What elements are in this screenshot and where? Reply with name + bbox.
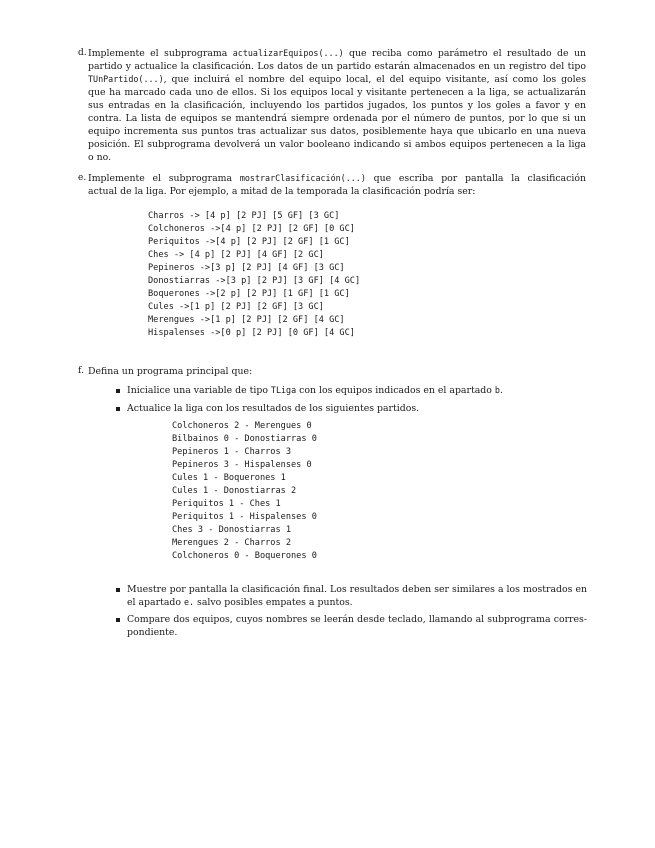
- match-line: Pepineros 1 - Charros 3: [172, 447, 291, 457]
- item-e-line: actual de la liga. Por ejemplo, a mitad de la temporada la clasificación podría ser:: [88, 186, 476, 197]
- code-mostrar-clasificacion: mostrarClasificación(...): [239, 173, 366, 183]
- bullet-marker: [116, 389, 120, 393]
- bullet-update: Actualice la liga con los resultados de los siguientes partidos.: [127, 403, 420, 414]
- bullet-show-final: Muestre por pantalla la clasificación final. Los resultados deben ser similares a los mostrados en: [127, 584, 587, 595]
- code-actualizar-equipos: actualizarEquipos(...): [232, 48, 344, 58]
- bullet-show-final: el apartado e. salvo posibles empates a puntos.: [127, 597, 353, 608]
- item-d-line: contra. La lista de equipos se mantendrá siempre ordenada por el número de puntos, por lo que si un: [88, 113, 586, 124]
- item-d-line: o no.: [88, 152, 112, 163]
- match-line: Ches 3 - Donostiarras 1: [172, 525, 291, 535]
- standings-line: Charros -> [4 p] [2 PJ] [5 GF] [3 GC]: [148, 211, 340, 221]
- match-line: Colchoneros 0 - Boquerones 0: [172, 551, 317, 561]
- match-line: Pepineros 3 - Hispalenses 0: [172, 460, 312, 470]
- match-line: Periquitos 1 - Ches 1: [172, 499, 281, 509]
- item-d-line: posición. El subprograma devolverá un valor booleano indicando si ambos equipos pertenecen a la liga: [88, 139, 586, 150]
- standings-line: Donostiarras ->[3 p] [2 PJ] [3 GF] [4 GC]: [148, 276, 361, 286]
- standings-line: Colchoneros ->[4 p] [2 PJ] [2 GF] [0 GC]: [148, 224, 355, 234]
- code-b: b: [494, 385, 500, 395]
- item-e-line: Implemente el subprograma mostrarClasificación(...) que escriba por pantalla la clasificación: [88, 173, 586, 184]
- bullet-compare: Compare dos equipos, cuyos nombres se leerán desde teclado, llamando al subprograma corres-: [127, 614, 587, 625]
- standings-line: Merengues ->[1 p] [2 PJ] [2 GF] [4 GC]: [148, 315, 345, 325]
- code-tunpartido: TUnPartido(...): [88, 74, 164, 84]
- item-e-label: e.: [78, 173, 87, 183]
- bullet-marker: [116, 618, 120, 622]
- bullet-marker: [116, 407, 120, 411]
- match-line: Cules 1 - Boquerones 1: [172, 473, 286, 483]
- item-d-line: Implemente el subprograma actualizarEquipos(...) que reciba como parámetro el resultado de un: [88, 48, 586, 59]
- item-d-line: TUnPartido(...), que incluirá el nombre del equipo local, el del equipo visitante, así como los goles: [88, 74, 586, 85]
- match-line: Colchoneros 2 - Merengues 0: [172, 421, 312, 431]
- bullet-marker: [116, 588, 120, 592]
- item-d-line: partido y actualice la clasificación. Los datos de un partido estarán almacenados en un registro del tipo: [88, 61, 586, 72]
- standings-line: Hispalenses ->[0 p] [2 PJ] [0 GF] [4 GC]: [148, 328, 355, 338]
- item-d-line: sus entradas en la clasificación, incluyendo los partidos jugados, los puntos y los goles a favor y en: [88, 100, 586, 111]
- item-d-line: equipo incrementa sus puntos tras actualizar sus datos, posiblemente haya que ubicarlo en una nueva: [88, 126, 586, 137]
- item-f-intro: Defina un programa principal que:: [88, 366, 253, 377]
- code-tliga: TLiga: [270, 385, 297, 395]
- standings-line: Periquitos ->[4 p] [2 PJ] [2 GF] [1 GC]: [148, 237, 350, 247]
- match-line: Bilbainos 0 - Donostiarras 0: [172, 434, 317, 444]
- item-f-label: f.: [78, 366, 84, 376]
- match-line: Merengues 2 - Charros 2: [172, 538, 291, 548]
- item-d-line: que ha marcado cada uno de ellos. Si los equipos local y visitante pertenecen a la liga, se actualizarán: [88, 87, 586, 98]
- standings-line: Cules ->[1 p] [2 PJ] [2 GF] [3 GC]: [148, 302, 324, 312]
- match-line: Periquitos 1 - Hispalenses 0: [172, 512, 317, 522]
- standings-line: Ches -> [4 p] [2 PJ] [4 GF] [2 GC]: [148, 250, 324, 260]
- standings-line: Pepineros ->[3 p] [2 PJ] [4 GF] [3 GC]: [148, 263, 345, 273]
- match-line: Cules 1 - Donostiarras 2: [172, 486, 297, 496]
- code-e: e.: [183, 597, 195, 607]
- bullet-initialize: Inicialice una variable de tipo TLiga con los equipos indicados en el apartado b.: [127, 385, 503, 396]
- standings-line: Boquerones ->[2 p] [2 PJ] [1 GF] [1 GC]: [148, 289, 350, 299]
- item-d-label: d.: [78, 48, 87, 58]
- bullet-compare: pondiente.: [127, 627, 178, 638]
